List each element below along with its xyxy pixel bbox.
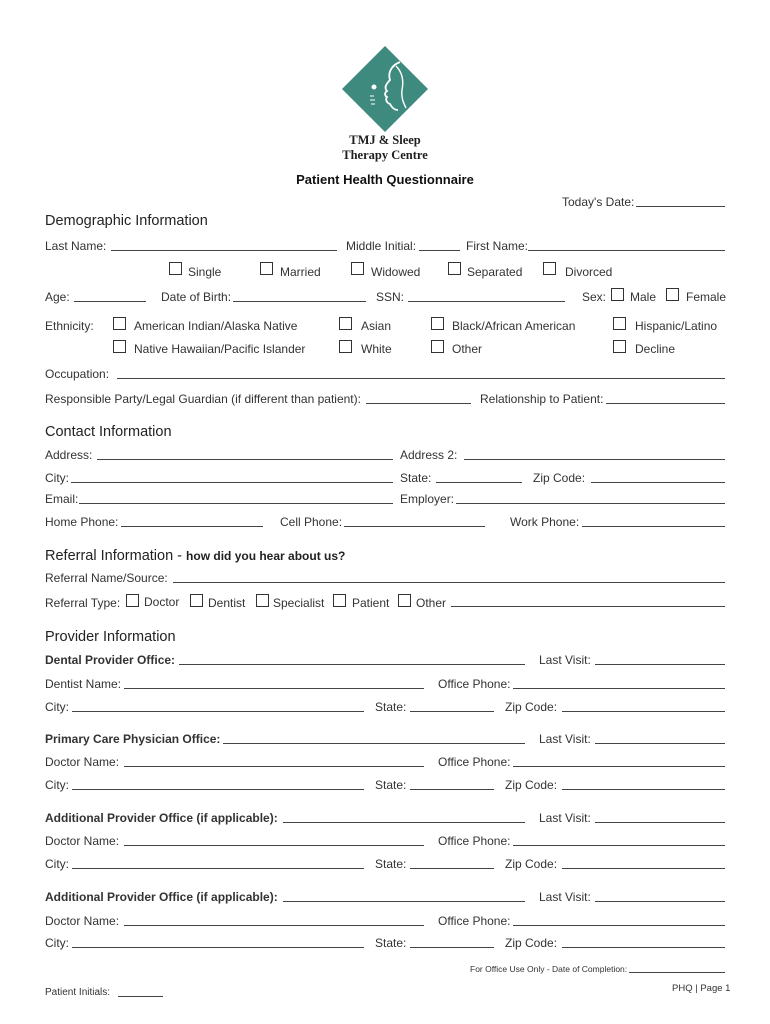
ethnicity-white-checkbox[interactable] [339, 340, 352, 353]
contact-section-title: Contact Information [45, 424, 172, 440]
patient-initials-label: Patient Initials: [45, 987, 111, 998]
referral-section-title [45, 548, 345, 564]
dental-city-field[interactable] [72, 711, 364, 712]
dental-office-phone-label: Office Phone: [438, 677, 511, 691]
pcp-office-field[interactable] [223, 743, 525, 744]
marital-divorced-checkbox[interactable] [543, 262, 556, 275]
ethnicity-hispanic-label: Hispanic/Latino [635, 319, 718, 333]
pcp-state-label: State: [375, 778, 407, 792]
employer-field[interactable] [456, 503, 725, 504]
pcp-office-phone-label: Office Phone: [438, 755, 511, 769]
face-profile-icon [340, 44, 430, 134]
referral-other-field[interactable] [451, 606, 725, 607]
marital-divorced-label: Divorced [565, 265, 613, 279]
additional-2-doctor-name-label: Doctor Name: [45, 914, 120, 928]
referral-doctor-checkbox[interactable] [126, 594, 139, 607]
office-use-label: For Office Use Only - Date of Completion: [470, 964, 628, 974]
contact-city-field[interactable] [71, 482, 393, 483]
additional-1-zip-label: Zip Code: [505, 857, 558, 871]
pcp-office-phone-field[interactable] [513, 766, 725, 767]
dob-label: Date of Birth: [161, 290, 232, 304]
additional-1-doctor-name-label: Doctor Name: [45, 834, 120, 848]
dental-zip-label: Zip Code: [505, 700, 558, 714]
work-phone-field[interactable] [582, 526, 725, 527]
additional-office-2-label: Additional Provider Office (if applicable): [45, 890, 278, 904]
patient-initials-field[interactable] [118, 996, 163, 997]
demographic-section-title: Demographic Information [45, 213, 208, 229]
ethnicity-decline-label: Decline [635, 342, 676, 356]
provider-section-title: Provider Information [45, 629, 176, 645]
last-name-label: Last Name: [45, 239, 107, 253]
age-label: Age: [45, 290, 70, 304]
cell-phone-label: Cell Phone: [280, 515, 343, 529]
form-title: Patient Health Questionnaire [296, 172, 474, 187]
referral-patient-label: Patient [352, 596, 390, 610]
email-field[interactable] [79, 503, 393, 504]
occupation-label: Occupation: [45, 367, 110, 381]
page-number: PHQ | Page 1 [672, 983, 731, 994]
pcp-office-label: Primary Care Physician Office: [45, 732, 221, 746]
additional-1-city-label: City: [45, 857, 69, 871]
dental-zip-field[interactable] [562, 711, 725, 712]
pcp-zip-field[interactable] [562, 789, 725, 790]
marital-married-label: Married [280, 265, 321, 279]
additional-1-doctor-name-field[interactable] [124, 845, 424, 846]
ethnicity-hispanic-checkbox[interactable] [613, 317, 626, 330]
home-phone-label: Home Phone: [45, 515, 119, 529]
dental-state-field[interactable] [410, 711, 494, 712]
pcp-city-field[interactable] [72, 789, 364, 790]
additional-2-last-visit-label: Last Visit: [539, 890, 591, 904]
referral-other-checkbox[interactable] [398, 594, 411, 607]
marital-single-checkbox[interactable] [169, 262, 182, 275]
additional-2-city-label: City: [45, 936, 69, 950]
sex-male-checkbox[interactable] [611, 288, 624, 301]
additional-2-state-label: State: [375, 936, 407, 950]
clinic-name-line1: TMJ & Sleep [349, 133, 421, 147]
additional-1-city-field[interactable] [72, 868, 364, 869]
additional-office-1-field[interactable] [283, 822, 525, 823]
marital-single-label: Single [188, 265, 222, 279]
pcp-last-visit-field[interactable] [595, 743, 725, 744]
sex-female-checkbox[interactable] [666, 288, 679, 301]
ethnicity-white-label: White [361, 342, 392, 356]
work-phone-label: Work Phone: [510, 515, 580, 529]
referral-patient-checkbox[interactable] [333, 594, 346, 607]
referral-type-label: Referral Type: [45, 596, 121, 610]
referral-source-field[interactable] [173, 582, 725, 583]
referral-doctor-label: Doctor [144, 595, 180, 609]
contact-state-label: State: [400, 471, 432, 485]
dental-office-label: Dental Provider Office: [45, 653, 176, 667]
referral-specialist-checkbox[interactable] [256, 594, 269, 607]
contact-zip-label: Zip Code: [533, 471, 586, 485]
dental-city-label: City: [45, 700, 69, 714]
employer-label: Employer: [400, 492, 455, 506]
referral-dentist-label: Dentist [208, 596, 246, 610]
sex-label: Sex: [582, 290, 607, 304]
clinic-logo [340, 44, 430, 134]
ethnicity-hawaiian-label: Native Hawaiian/Pacific Islander [134, 342, 306, 356]
referral-subtitle: how did you hear about us? [186, 549, 346, 563]
referral-dentist-checkbox[interactable] [190, 594, 203, 607]
relationship-field[interactable] [606, 403, 725, 404]
pcp-city-label: City: [45, 778, 69, 792]
additional-1-last-visit-field[interactable] [595, 822, 725, 823]
ethnicity-black-checkbox[interactable] [431, 317, 444, 330]
additional-office-1-label: Additional Provider Office (if applicable): [45, 811, 278, 825]
dentist-name-label: Dentist Name: [45, 677, 122, 691]
dental-last-visit-field[interactable] [595, 664, 725, 665]
age-field[interactable] [74, 301, 146, 302]
ethnicity-hawaiian-checkbox[interactable] [113, 340, 126, 353]
contact-city-label: City: [45, 471, 69, 485]
relationship-label: Relationship to Patient: [480, 392, 604, 406]
additional-2-doctor-name-field[interactable] [124, 925, 424, 926]
additional-1-office-phone-label: Office Phone: [438, 834, 511, 848]
additional-1-last-visit-label: Last Visit: [539, 811, 591, 825]
marital-separated-label: Separated [467, 265, 523, 279]
dental-office-field[interactable] [179, 664, 525, 665]
address-label: Address: [45, 448, 93, 462]
additional-2-state-field[interactable] [410, 947, 494, 948]
additional-1-state-label: State: [375, 857, 407, 871]
middle-initial-label: Middle Initial: [346, 239, 417, 253]
referral-other-label: Other [416, 596, 447, 610]
additional-2-zip-field[interactable] [562, 947, 725, 948]
ethnicity-label: Ethnicity: [45, 319, 94, 333]
pcp-state-field[interactable] [410, 789, 494, 790]
occupation-field[interactable] [117, 378, 725, 379]
marital-widowed-checkbox[interactable] [351, 262, 364, 275]
ethnicity-asian-checkbox[interactable] [339, 317, 352, 330]
additional-2-last-visit-field[interactable] [595, 901, 725, 902]
pcp-zip-label: Zip Code: [505, 778, 558, 792]
middle-initial-field[interactable] [419, 250, 460, 251]
ssn-field[interactable] [408, 301, 565, 302]
ethnicity-other-label: Other [452, 342, 483, 356]
sex-female-label: Female [686, 290, 727, 304]
additional-2-zip-label: Zip Code: [505, 936, 558, 950]
ethnicity-black-label: Black/African American [452, 319, 576, 333]
dentist-name-field[interactable] [124, 688, 424, 689]
first-name-field[interactable] [528, 250, 725, 251]
ethnicity-american-indian-label: American Indian/Alaska Native [134, 319, 298, 333]
additional-1-state-field[interactable] [410, 868, 494, 869]
first-name-label: First Name: [466, 239, 529, 253]
address2-field[interactable] [464, 459, 725, 460]
responsible-party-field[interactable] [366, 403, 471, 404]
referral-source-label: Referral Name/Source: [45, 571, 168, 585]
additional-2-office-phone-label: Office Phone: [438, 914, 511, 928]
last-name-field[interactable] [111, 250, 337, 251]
pcp-doctor-name-field[interactable] [124, 766, 424, 767]
ssn-label: SSN: [376, 290, 405, 304]
ethnicity-decline-checkbox[interactable] [613, 340, 626, 353]
additional-2-city-field[interactable] [72, 947, 364, 948]
dental-office-phone-field[interactable] [513, 688, 725, 689]
marital-widowed-label: Widowed [371, 265, 421, 279]
additional-office-2-field[interactable] [283, 901, 525, 902]
home-phone-field[interactable] [121, 526, 263, 527]
additional-2-office-phone-field[interactable] [513, 925, 725, 926]
ethnicity-american-indian-checkbox[interactable] [113, 317, 126, 330]
email-label: Email: [45, 492, 79, 506]
ethnicity-other-checkbox[interactable] [431, 340, 444, 353]
address2-label: Address 2: [400, 448, 458, 462]
todays-date-label: Today's Date: [562, 195, 635, 209]
dental-last-visit-label: Last Visit: [539, 653, 591, 667]
pcp-last-visit-label: Last Visit: [539, 732, 591, 746]
sex-male-label: Male [630, 290, 657, 304]
referral-title-text: Referral Information - [45, 548, 182, 564]
completion-date-field[interactable] [629, 972, 725, 973]
additional-1-zip-field[interactable] [562, 868, 725, 869]
responsible-party-label: Responsible Party/Legal Guardian (if different than patient): [45, 392, 361, 406]
marital-separated-checkbox[interactable] [448, 262, 461, 275]
contact-state-field[interactable] [436, 482, 522, 483]
pcp-doctor-name-label: Doctor Name: [45, 755, 120, 769]
referral-specialist-label: Specialist [273, 596, 325, 610]
ethnicity-asian-label: Asian [361, 319, 392, 333]
dob-field[interactable] [233, 301, 366, 302]
cell-phone-field[interactable] [344, 526, 485, 527]
marital-married-checkbox[interactable] [260, 262, 273, 275]
todays-date-field[interactable] [636, 206, 725, 207]
clinic-name-line2: Therapy Centre [342, 148, 428, 162]
contact-zip-field[interactable] [591, 482, 725, 483]
additional-1-office-phone-field[interactable] [513, 845, 725, 846]
address-field[interactable] [97, 459, 393, 460]
dental-state-label: State: [375, 700, 407, 714]
